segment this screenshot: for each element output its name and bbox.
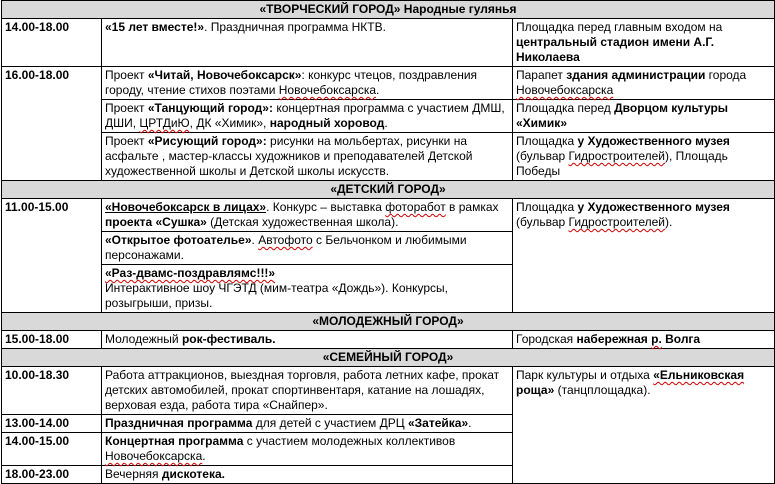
time-cell: 13.00-14.00	[2, 415, 102, 433]
time-cell: 16.00-18.00	[2, 67, 102, 181]
time-cell: 14.00-15.00	[2, 433, 102, 466]
place-name: Волга	[661, 332, 701, 346]
event-text: Проект	[105, 134, 148, 148]
place-name: у Художественного музея	[577, 200, 730, 214]
place-cell	[513, 331, 775, 349]
place-text: (танцплощадка).	[554, 383, 651, 397]
place-cell	[513, 199, 775, 313]
event-cell	[102, 232, 513, 265]
table-row	[2, 67, 775, 100]
event-text: с Бельчонком и любимыми персонажами.	[105, 233, 467, 262]
place-name: «Ельниковская	[653, 368, 745, 382]
place-text: города	[705, 68, 747, 82]
event-cell	[102, 199, 513, 232]
time-cell: 14.00-18.00	[2, 19, 102, 67]
event-cell	[102, 265, 513, 313]
event-text: . Конкурс – выставка	[266, 200, 386, 214]
place-text: Площадка перед главным входом на	[516, 20, 723, 34]
place-text: (бульвар	[516, 149, 569, 163]
event-cell	[102, 100, 513, 133]
event-title: Концертная программа	[105, 434, 244, 448]
place-name: здания администрации	[566, 68, 706, 82]
place-text: Парк культуры и отдыха	[516, 368, 654, 382]
event-title: народный хоровод	[269, 116, 385, 130]
section-title: «МОЛОДЕЖНЫЙ ГОРОД»	[312, 314, 464, 328]
event-text: Новочебоксарска	[278, 83, 377, 97]
event-title: Праздничная программа	[105, 416, 253, 430]
place-cell	[513, 367, 775, 484]
table-row	[2, 133, 775, 181]
event-text: в рамках	[445, 200, 499, 214]
event-title: «Затейка»	[407, 416, 469, 430]
place-name: роща»	[516, 383, 555, 397]
event-cell	[102, 331, 513, 349]
event-text: .	[251, 233, 259, 247]
time-cell: 18.00-23.00	[2, 466, 102, 484]
event-cell	[102, 67, 513, 100]
event-text: . Праздничная программа НКТВ.	[204, 20, 386, 34]
event-text: .	[376, 83, 380, 97]
event-cell	[102, 466, 513, 484]
event-title: «Рисующий город»:	[147, 134, 267, 148]
section-row	[2, 313, 775, 331]
event-cell	[102, 133, 513, 181]
event-text: концертная программа с участием ДМШ, ДШИ,	[105, 101, 505, 130]
place-cell	[513, 133, 775, 181]
event-text: Вечерняя	[105, 467, 162, 481]
event-text: Молодежный	[105, 332, 182, 346]
event-title: «Открытое фотоателье»	[105, 233, 252, 247]
event-text: : конкурс чтецов, поздравления городу, чтение стихов поэтами	[105, 68, 478, 97]
event-title: «Новочебоксарск в лицах»	[105, 200, 267, 214]
event-cell: Работа аттракционов, выездная торговля, работа летних кафе, прокат детских автомобилей, прокат спортинвентаря, катание на лошадях, верховая езда, работа тира «Снайпер».	[102, 367, 513, 415]
event-title: «Читай, Новочебоксарск»	[147, 68, 302, 82]
table-row	[2, 100, 775, 133]
table-row	[2, 367, 775, 415]
event-cell	[102, 433, 513, 466]
event-text: с участием молодежных коллективов	[243, 434, 456, 448]
event-text: , ДК «Химик»,	[189, 116, 270, 130]
event-text: для детей с участием ДРЦ	[252, 416, 408, 430]
section-row	[2, 1, 775, 19]
event-text: Проект	[105, 68, 148, 82]
event-text: Интерактивное шоу ЧГЭТД (мим-театра «Дождь»). Конкурсы, розыгрыши, призы.	[105, 281, 449, 310]
event-text: Новочебоксарска	[105, 449, 203, 463]
event-text: .	[384, 116, 388, 130]
place-cell	[513, 19, 775, 67]
section-subtitle: Народные гулянья	[400, 2, 517, 16]
section-title: «ДЕТСКИЙ ГОРОД»	[330, 182, 446, 196]
section-header-creative-city	[2, 1, 775, 19]
place-name: центральный стадион имени А.Г. Николаева	[516, 35, 715, 64]
place-cell	[513, 67, 775, 100]
event-cell	[102, 19, 513, 67]
place-text: (бульвар	[516, 215, 569, 229]
event-text: ЦРТДиЮ	[139, 116, 190, 130]
event-text: (Детская художественная школа).	[206, 215, 399, 229]
place-text: ), Площадь Победы	[516, 149, 728, 178]
event-title: дискотека.	[161, 467, 225, 481]
event-title: проекта «Сушка»	[105, 215, 207, 229]
place-cell	[513, 100, 775, 133]
event-text: Автофото	[258, 233, 313, 247]
place-name: р.	[651, 332, 662, 346]
schedule-table	[1, 0, 775, 484]
section-header-children-city	[2, 181, 775, 199]
event-text: фоторабот	[385, 200, 446, 214]
table-row	[2, 199, 775, 232]
table-row	[2, 331, 775, 349]
place-text: Гидростроителей	[568, 215, 665, 229]
event-text: .	[468, 416, 472, 430]
place-text: Площадка	[516, 134, 578, 148]
place-name: набережная	[576, 332, 652, 346]
table-row	[2, 19, 775, 67]
section-title: «ТВОРЧЕСКИЙ ГОРОД»	[259, 2, 401, 16]
section-header-youth-city	[2, 313, 775, 331]
place-text: Гидростроителей	[568, 149, 665, 163]
time-cell: 15.00-18.00	[2, 331, 102, 349]
place-name: Дворцом культуры «Химик»	[516, 101, 729, 130]
section-row	[2, 349, 775, 367]
place-text: ).	[664, 215, 673, 229]
place-text: Городская	[516, 332, 577, 346]
event-cell	[102, 415, 513, 433]
event-text: рисунки на мольбертах, рисунки на асфальте , мастер-классы художников и преподавателей Детской художественной школы и Детской школы искусств.	[105, 134, 473, 178]
place-text: Новочебоксарска	[516, 83, 614, 97]
event-title: рок-фестиваль.	[181, 332, 276, 346]
event-title: «15 лет вместе!»	[105, 20, 205, 34]
place-name: у Художественного музея	[577, 134, 730, 148]
section-title: «СЕМЕЙНЫЙ ГОРОД»	[322, 350, 454, 364]
time-cell: 11.00-15.00	[2, 199, 102, 313]
place-text: Площадка перед	[516, 101, 615, 115]
event-title: «Танцующий город»:	[147, 101, 273, 115]
place-text: Площадка	[516, 200, 578, 214]
event-title: «Раз-двамс-поздравлямс!!!»	[105, 266, 276, 280]
time-cell: 10.00-18.30	[2, 367, 102, 415]
section-row	[2, 181, 775, 199]
event-text: .	[202, 449, 206, 463]
section-header-family-city	[2, 349, 775, 367]
event-text: Проект	[105, 101, 148, 115]
place-text: Парапет	[516, 68, 567, 82]
